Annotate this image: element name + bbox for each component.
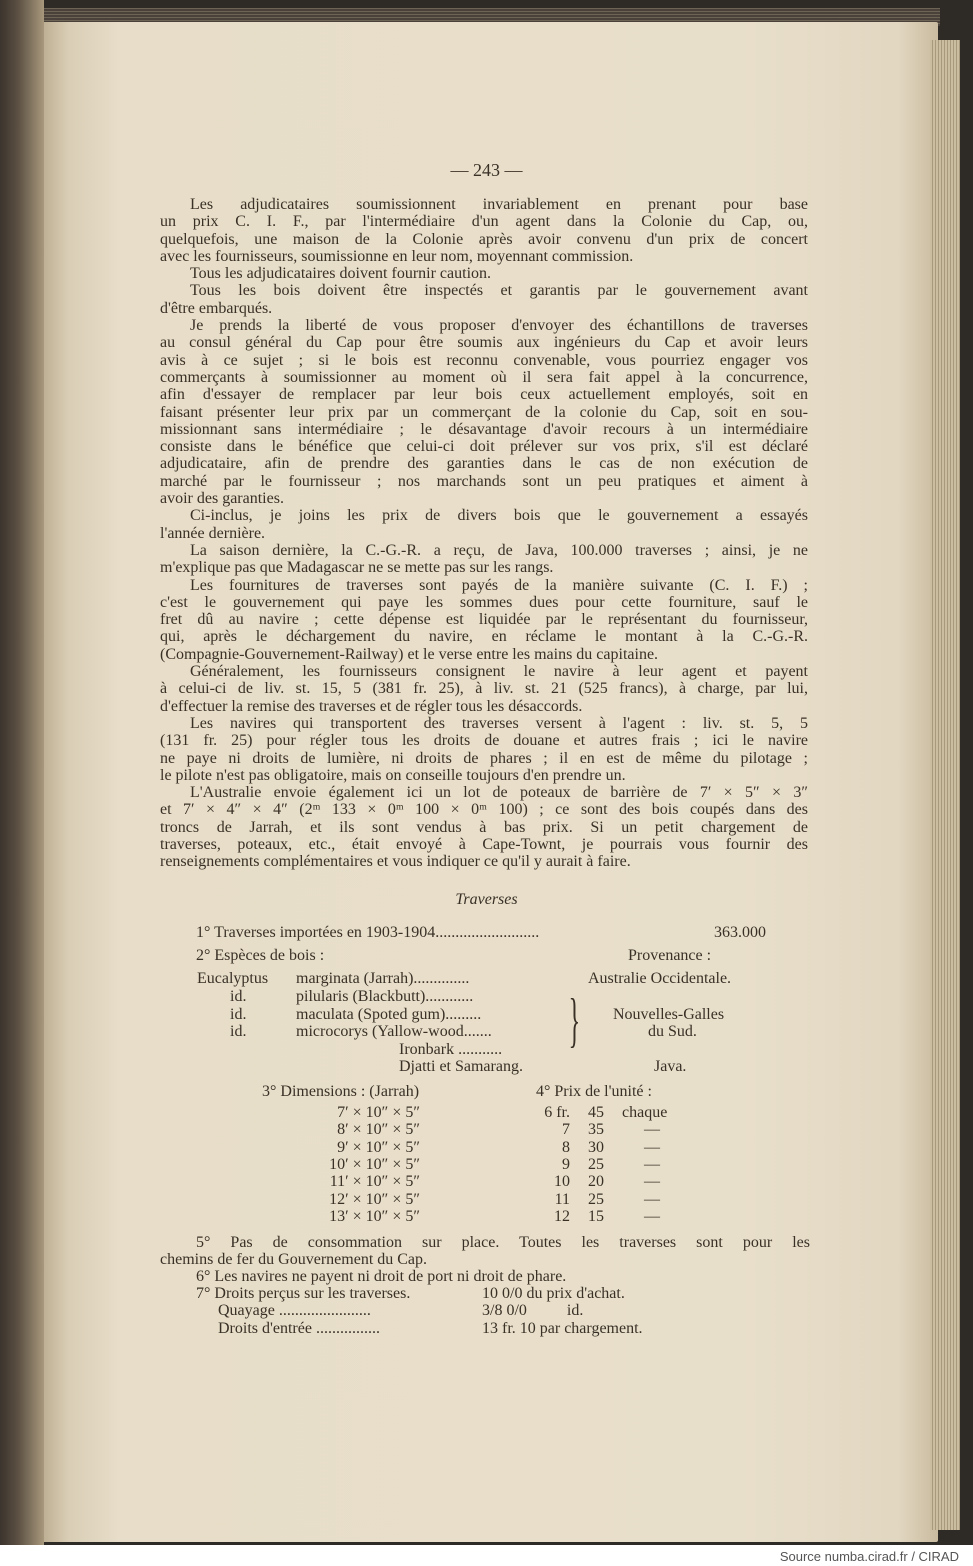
price-unit: — [644, 1138, 660, 1156]
text-line: Les adjudicataires soumissionnent invariablement en prenant pour base [190, 196, 808, 213]
text-line: faisant présenter leur prix par un commerçant de la colonie du Cap, soit en sou- [160, 403, 808, 421]
price-unit: — [644, 1121, 660, 1139]
species-genus: id. [230, 1023, 247, 1040]
duty-label: Droits d'entrée ................ [218, 1319, 380, 1337]
text-line: commerçants à soumissionner au moment où il sera fait appel à la concurrence, [160, 368, 808, 386]
dimensions-label: 3° Dimensions : (Jarrah) [262, 1083, 420, 1100]
item-6: 6° Les navires ne payent ni droit de port ni droit de phare. [196, 1268, 567, 1285]
section-title: Traverses [455, 891, 518, 908]
text-line: d'effectuer la remise des traverses et de régler tous les désaccords. [160, 697, 583, 715]
text-line: Tous les bois doivent être inspectés et garantis par le gouvernement avant [190, 282, 808, 300]
body-text [160, 196, 808, 871]
brace: } [568, 987, 581, 1053]
price-francs: 12 [554, 1207, 570, 1225]
species-name: pilularis (Blackbutt)............ [296, 988, 474, 1005]
species-genus: id. [230, 1006, 247, 1023]
text-line: Tous les adjudicataires doivent fournir caution. [190, 265, 492, 283]
duty-value: 10 0/0 du prix d'achat. [482, 1285, 625, 1302]
text-line: et 7′ × 4″ × 4″ (2ᵐ 133 × 0ᵐ 100 × 0ᵐ 100) ; ce sont des bois coupés dans des [160, 801, 808, 819]
text-line: avis à ce sujet ; si le bois est reconnu convenable, vous pourriez engager vos [160, 351, 808, 369]
provenance-label: Provenance : [628, 947, 712, 964]
price-francs: 11 [554, 1190, 570, 1208]
price-francs: 10 [554, 1173, 570, 1191]
dimension: 7′ × 10″ × 5″ [337, 1104, 420, 1121]
text-line: marché par le fournisseur ; nos marchands sont un peu pratiques et aiment à [160, 472, 808, 490]
price-francs: 6 fr. [544, 1104, 570, 1121]
duty-value: 13 fr. 10 par chargement. [482, 1319, 643, 1337]
text-line: au consul général du Cap pour être soumis aux ingénieurs du Cap et avoir leurs [160, 334, 808, 352]
price-centimes: 30 [588, 1138, 604, 1156]
text-line: quelquefois, une maison de la Colonie après avoir convenu d'un prix de concert [160, 230, 808, 248]
price-francs: 9 [562, 1155, 570, 1173]
price-unit: — [644, 1207, 660, 1225]
dimension: 11′ × 10″ × 5″ [329, 1173, 420, 1191]
price-francs: 8 [562, 1138, 570, 1156]
text-line: un prix C. I. F., par l'intermédiaire d'un agent dans la Colonie du Cap, ou, [160, 213, 808, 231]
text-line: Les fournitures de traverses sont payés de la manière suivante (C. I. F.) ; [190, 576, 808, 594]
duty-label: Quayage ....................... [218, 1302, 371, 1320]
text-line: (131 fr. 25) pour régler tous les droits de douane et autres frais ; ici le navire [160, 732, 808, 750]
price-centimes: 35 [588, 1121, 604, 1139]
page-number: — 243 — [450, 160, 523, 180]
text-line: avec les fournisseurs, soumissionne en leur nom, moyennant commission. [160, 247, 634, 265]
text-line: l'année dernière. [160, 524, 266, 542]
item-5-line-2: chemins de fer du Gouvernement du Cap. [160, 1251, 428, 1268]
item-1-value: 363.000 [714, 924, 766, 941]
text-line: c'est le gouvernement qui paye les sommes dues pour cette fourniture, sauf le [160, 593, 808, 611]
price-francs: 7 [562, 1121, 570, 1139]
price-centimes: 25 [588, 1155, 604, 1173]
dimension: 8′ × 10″ × 5″ [337, 1121, 420, 1139]
price-label: 4° Prix de l'unité : [536, 1083, 652, 1100]
species-origin: Australie Occidentale. [588, 970, 732, 987]
text-line: renseignements complémentaires et vous indiquer ce qu'il y aurait à faire. [160, 853, 631, 871]
text-line: Généralement, les fournisseurs consignent le navire à leur agent et payent [190, 663, 808, 681]
duty-label: 7° Droits perçus sur les traverses. [196, 1285, 411, 1302]
species-name: maculata (Spoted gum)......... [296, 1006, 482, 1023]
text-line: troncs de Jarrah, et ils sont vendus à bas prix. Si un petit chargement de [160, 818, 808, 836]
text-line: afin d'essayer de remplacer par leur bois ceux actuellement employés, soit en [160, 386, 808, 404]
text-line: fret dû au navire ; cette dépense est liquidée par le représentant du fournisseur, [160, 611, 808, 629]
text-line: La saison dernière, la C.-G.-R. a reçu, de Java, 100.000 traverses ; ainsi, je ne [190, 541, 808, 559]
item-1-label: 1° Traverses importées en 1903-1904.......................... [196, 924, 540, 941]
price-unit: chaque [622, 1104, 668, 1121]
text-line: consiste dans le bénéfice que celui-ci doit prélever sur vos prix, s'il est déclaré [160, 438, 808, 456]
species-origin: du Sud. [648, 1023, 697, 1040]
item-2-label: 2° Espèces de bois : [196, 947, 325, 964]
price-unit: — [644, 1173, 660, 1191]
price-centimes: 15 [588, 1207, 604, 1225]
text-line: Je prends la liberté de vous proposer d'envoyer des échantillons de traverses [190, 317, 808, 335]
dimension: 13′ × 10″ × 5″ [329, 1207, 420, 1225]
text-line: à celui-ci de liv. st. 15, 5 (381 fr. 25), à liv. st. 21 (525 francs), à charge, par lui, [160, 680, 808, 698]
price-centimes: 20 [588, 1173, 604, 1191]
species-genus: id. [230, 988, 247, 1005]
species-genus: Eucalyptus [197, 970, 269, 987]
species-name: microcorys (Yallow-wood....... [296, 1023, 492, 1040]
text-line: le pilote n'est pas obligatoire, mais on conseille toujours d'en prendre un. [160, 766, 626, 784]
source-caption: Source numba.cirad.fr / CIRAD [779, 1549, 959, 1564]
price-unit: — [644, 1155, 660, 1173]
text-line: (Compagnie-Gouvernement-Railway) et le verse entre les mains du capitaine. [160, 645, 659, 663]
dimension: 10′ × 10″ × 5″ [329, 1155, 420, 1173]
text-line: adjudicataire, afin de prendre des garanties dans le cas de non exécution de [160, 455, 808, 473]
price-unit: — [644, 1190, 660, 1208]
text-line: avoir des garanties. [160, 490, 284, 508]
page-edges [930, 40, 960, 1530]
duty-value: 3/8 0/0 id. [482, 1302, 584, 1320]
price-centimes: 25 [588, 1190, 604, 1208]
price-centimes: 45 [588, 1104, 604, 1121]
text-line: ne paye ni droits de lumière, ni droits de phares ; il en est de même du pilotage ; [160, 749, 808, 767]
dimension: 12′ × 10″ × 5″ [329, 1190, 420, 1208]
species-name: marginata (Jarrah).............. [296, 970, 470, 987]
text-line: traverses, poteaux, etc., était envoyé à Cape-Townt, je pourrais vous fournir des [160, 835, 808, 853]
book-gutter [0, 0, 44, 1545]
text-line: m'explique pas que Madagascar ne se mette pas sur les rangs. [160, 559, 554, 577]
species-name: Djatti et Samarang. [399, 1058, 523, 1075]
text-line: Les navires qui transportent des traverses versent à l'agent : liv. st. 5, 5 [190, 714, 808, 732]
text-line: Ci-inclus, je joins les prix de divers bois que le gouvernement a essayés [190, 507, 808, 525]
text-line: missionnant sans intermédiaire ; le désavantage d'avoir recours à un intermédiaire [160, 420, 808, 438]
item-5-line-1: 5° Pas de consommation sur place. Toutes les traverses sont pour les [196, 1234, 810, 1251]
dimension: 9′ × 10″ × 5″ [337, 1138, 420, 1156]
species-origin: Nouvelles-Galles [613, 1006, 725, 1023]
text-line: qui, après le déchargement du navire, en réclame le montant à la C.-G.-R. [160, 628, 808, 646]
text-line: d'être embarqués. [160, 299, 273, 317]
species-name: Ironbark ........... [399, 1041, 503, 1058]
species-origin: Java. [654, 1058, 687, 1075]
text-line: L'Australie envoie également ici un lot de poteaux de barrière de 7′ × 5″ × 3″ [190, 784, 808, 802]
